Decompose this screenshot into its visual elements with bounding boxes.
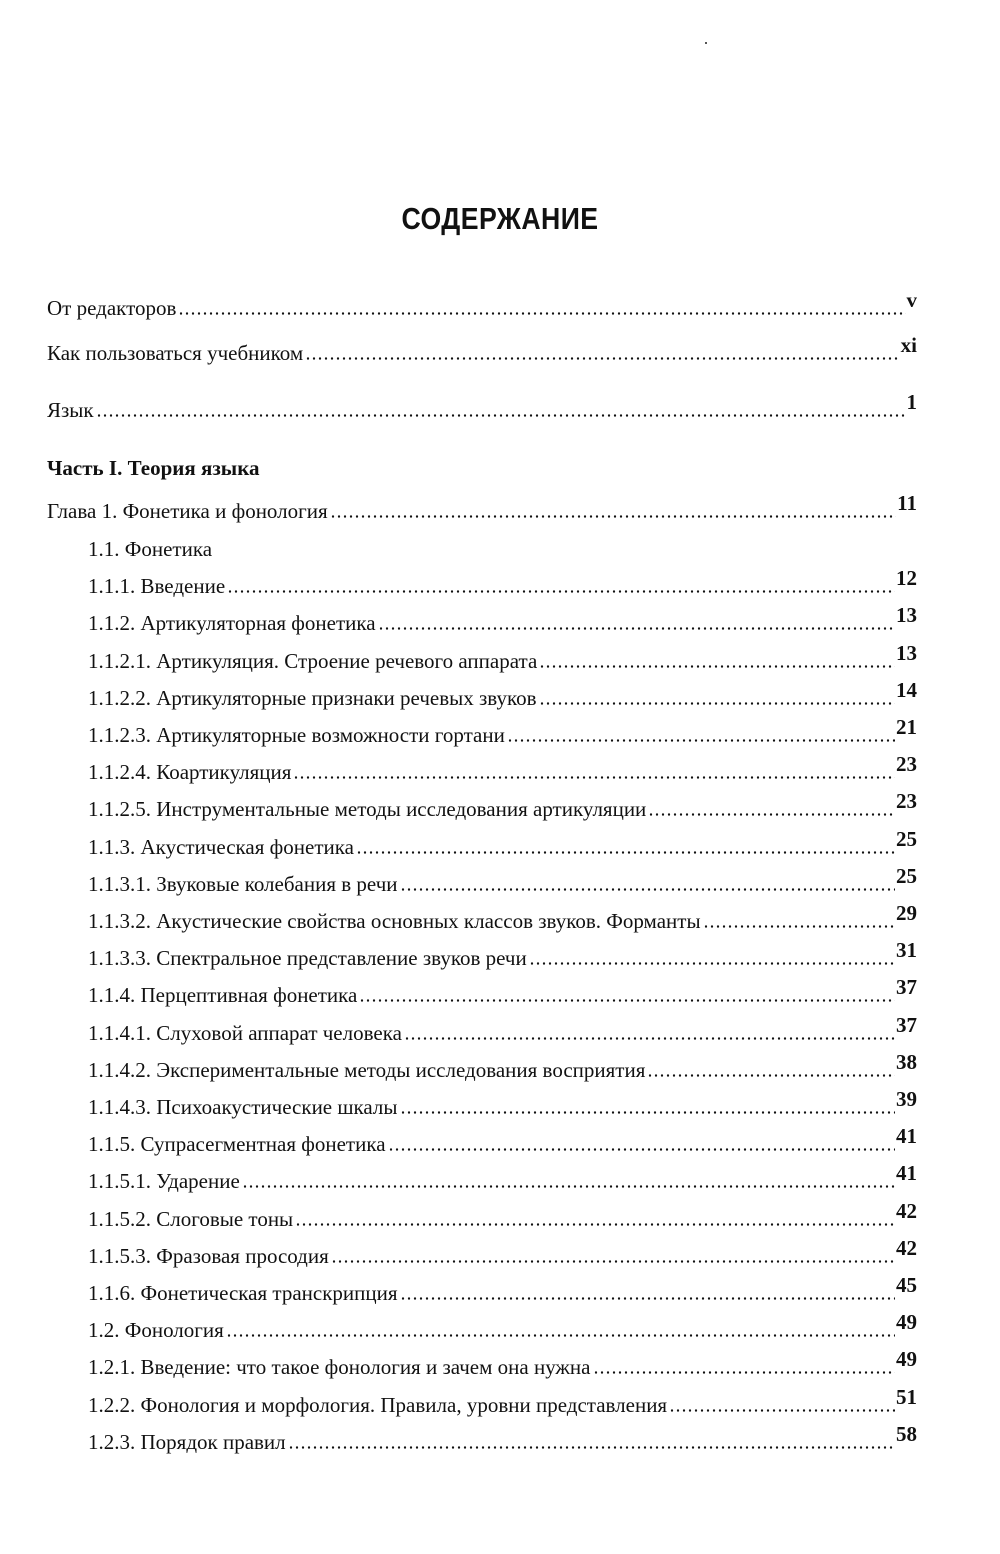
- toc-entry[interactable]: [88, 1124, 917, 1156]
- toc-entry-page: 21: [896, 715, 917, 739]
- dot-leader: [669, 1393, 895, 1417]
- toc-entry[interactable]: [47, 333, 917, 365]
- dot-leader: [400, 1095, 895, 1119]
- toc-entry-page: 25: [896, 864, 917, 888]
- toc-entry-label: 1.2.3. Порядок правил: [88, 1430, 286, 1454]
- dot-leader: [214, 537, 908, 561]
- toc-entry-label: 1.1.4.3. Психоакустические шкалы: [88, 1095, 398, 1119]
- toc-entry-label: 1.1.4.2. Экспериментальные методы исследования восприятия: [88, 1058, 646, 1082]
- toc-entry[interactable]: [88, 1161, 917, 1193]
- toc-entry-page: 39: [896, 1087, 917, 1111]
- toc-entry[interactable]: [88, 678, 917, 710]
- toc-entry-label: 1.1.4.1. Слуховой аппарат человека: [88, 1021, 402, 1045]
- toc-entry[interactable]: [88, 1347, 917, 1379]
- toc-entry-page: 23: [896, 752, 917, 776]
- toc-entry-page: xi: [900, 333, 917, 357]
- toc-entry-page: 13: [896, 603, 917, 627]
- toc-entry[interactable]: [88, 1199, 917, 1231]
- dot-leader: [331, 1244, 895, 1268]
- dot-leader: [388, 1132, 895, 1156]
- toc-entry-label: 1.1.4. Перцептивная фонетика: [88, 983, 358, 1007]
- dot-leader: [507, 723, 895, 747]
- toc-entry-label: 1.1.5.3. Фразовая просодия: [88, 1244, 329, 1268]
- toc-entry[interactable]: [47, 288, 917, 320]
- toc-entry-label: 1.2. Фонология: [88, 1318, 224, 1342]
- dot-leader: [529, 946, 895, 970]
- toc-entry[interactable]: [88, 1273, 917, 1305]
- toc-entry[interactable]: [88, 752, 917, 784]
- toc-entry-label: 1.1.2.5. Инструментальные методы исследования артикуляции: [88, 797, 647, 821]
- dot-leader: [227, 574, 895, 598]
- dot-leader: [400, 872, 895, 896]
- toc-entry-page: 49: [896, 1347, 917, 1371]
- toc-entry[interactable]: [88, 901, 917, 933]
- toc-entry-page: 58: [896, 1422, 917, 1446]
- toc-entry-page: 12: [896, 566, 917, 590]
- toc-entry-page: 37: [896, 975, 917, 999]
- toc-entry-label: 1.1.2. Артикуляторная фонетика: [88, 611, 376, 635]
- toc-entry-label: 1.2.1. Введение: что такое фонология и зачем она нужна: [88, 1355, 591, 1379]
- chapter-entry[interactable]: [47, 491, 917, 523]
- dot-leader: [330, 499, 897, 523]
- toc-entry-page: 25: [896, 827, 917, 851]
- toc-entry[interactable]: [47, 390, 917, 422]
- toc-entry-label: 1.1.6. Фонетическая транскрипция: [88, 1281, 398, 1305]
- toc-entry-label: 1.2.2. Фонология и морфология. Правила, уровни представления: [88, 1393, 668, 1417]
- toc-entry-page: 14: [896, 678, 917, 702]
- dot-leader: [648, 797, 895, 821]
- chapter-entry-page: 11: [897, 491, 917, 515]
- toc-entry-label: 1.1.2.3. Артикуляторные возможности гортани: [88, 723, 505, 747]
- toc-entry-label: Язык: [47, 398, 94, 422]
- toc-entry-label: 1.1.3.3. Спектральное представление звуков речи: [88, 946, 527, 970]
- dot-leader: [359, 983, 895, 1007]
- toc-entry-page: 29: [896, 901, 917, 925]
- toc-entry[interactable]: [88, 1087, 917, 1119]
- toc-entry-label: 1.1.3.1. Звуковые колебания в речи: [88, 872, 398, 896]
- toc-entry-label: 1.1. Фонетика: [88, 537, 213, 561]
- toc-entry[interactable]: [88, 1236, 917, 1268]
- toc-entry-page: 45: [896, 1273, 917, 1297]
- toc-entry[interactable]: [88, 603, 917, 635]
- toc-entry-label: 1.1.5.2. Слоговые тоны: [88, 1207, 294, 1231]
- toc-entry[interactable]: [88, 566, 917, 598]
- dot-leader: [703, 909, 895, 933]
- toc-entry-label: 1.1.5.1. Ударение: [88, 1169, 240, 1193]
- dot-leader: [226, 1318, 895, 1342]
- toc-entry-label: 1.1.3.2. Акустические свойства основных классов звуков. Форманты: [88, 909, 701, 933]
- toc-entry[interactable]: [88, 938, 917, 970]
- toc-entry[interactable]: [88, 537, 917, 561]
- toc-entry-label: 1.1.2.4. Коартикуляция: [88, 760, 292, 784]
- dot-leader: [295, 1207, 895, 1231]
- toc-entry-label: 1.1.5. Супрасегментная фонетика: [88, 1132, 386, 1156]
- toc-entry[interactable]: [88, 715, 917, 747]
- dot-leader: [305, 341, 899, 365]
- toc-entry[interactable]: [88, 1050, 917, 1082]
- part-heading-label: Часть I. Теория языка: [47, 456, 260, 480]
- toc-entry-page: 41: [896, 1124, 917, 1148]
- toc-entry[interactable]: [88, 864, 917, 896]
- toc-entry-page: 37: [896, 1013, 917, 1037]
- dot-leader: [593, 1355, 896, 1379]
- toc-entry-page: 51: [896, 1385, 917, 1409]
- toc-entry[interactable]: [88, 1310, 917, 1342]
- dot-leader: [356, 835, 895, 859]
- toc-entry-page: v: [906, 288, 917, 312]
- dot-leader: [288, 1430, 895, 1454]
- toc-entry[interactable]: [88, 827, 917, 859]
- toc-entry-page: 49: [896, 1310, 917, 1334]
- toc-entry-page: 38: [896, 1050, 917, 1074]
- dot-leader: [96, 398, 906, 422]
- dot-leader: [404, 1021, 895, 1045]
- toc-entry-label: 1.1.3. Акустическая фонетика: [88, 835, 354, 859]
- toc-entry[interactable]: [88, 975, 917, 1007]
- toc-entry-page: 42: [896, 1236, 917, 1260]
- scan-speck: [705, 42, 707, 44]
- toc-entry-label: 1.1.2.1. Артикуляция. Строение речевого аппарата: [88, 649, 538, 673]
- toc-entry-page: 1: [906, 390, 917, 414]
- toc-entry[interactable]: [88, 1385, 917, 1417]
- dot-leader: [293, 760, 895, 784]
- toc-entry[interactable]: [88, 1013, 917, 1045]
- toc-entry-label: Как пользоваться учебником: [47, 341, 304, 365]
- dot-leader: [378, 611, 895, 635]
- toc-entry[interactable]: [88, 789, 917, 821]
- toc-entry-page: 13: [896, 641, 917, 665]
- toc-entry-page: 41: [896, 1161, 917, 1185]
- toc-entry-page: 31: [896, 938, 917, 962]
- dot-leader: [647, 1058, 895, 1082]
- toc-entry-label: 1.1.1. Введение: [88, 574, 226, 598]
- dot-leader: [242, 1169, 895, 1193]
- toc-entry[interactable]: [88, 641, 917, 673]
- dot-leader: [400, 1281, 895, 1305]
- dot-leader: [539, 686, 895, 710]
- toc-entry-label: От редакторов: [47, 296, 177, 320]
- dot-leader: [178, 296, 905, 320]
- dot-leader: [539, 649, 895, 673]
- toc-entry-page: 42: [896, 1199, 917, 1223]
- toc-entry-page: 23: [896, 789, 917, 813]
- toc-entry-label: 1.1.2.2. Артикуляторные признаки речевых звуков: [88, 686, 537, 710]
- toc-entry[interactable]: [88, 1422, 917, 1454]
- chapter-entry-label: Глава 1. Фонетика и фонология: [47, 499, 328, 523]
- page-title: СОДЕРЖАНИЕ: [401, 200, 599, 236]
- part-heading[interactable]: [47, 456, 917, 480]
